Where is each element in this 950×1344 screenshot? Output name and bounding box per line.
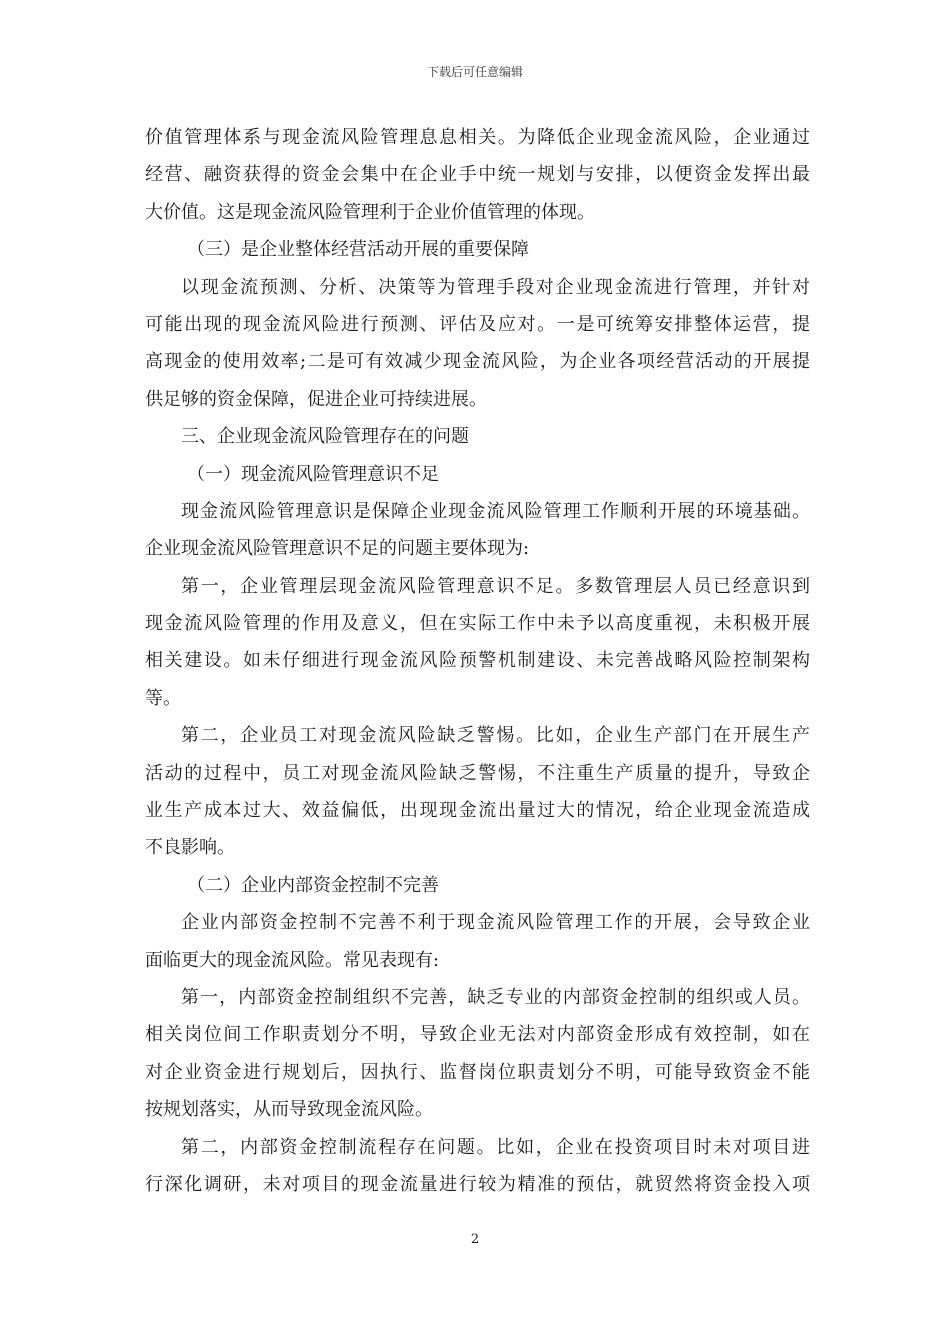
body-text-line: （二）企业内部资金控制不完善 — [187, 874, 439, 896]
body-text-line: 第二，企业员工对现金流风险缺乏警惕。比如，企业生产部门在开展生产 — [181, 725, 810, 747]
body-text-line: 第一，内部资金控制组织不完善，缺乏专业的内部资金控制的组织或人员。 — [181, 986, 810, 1008]
body-text-line: 活动的过程中，员工对现金流风险缺乏警惕，不注重生产质量的提升，导致企 — [145, 762, 810, 784]
body-text-line: （三）是企业整体经营活动开展的重要保障 — [187, 239, 529, 261]
document-body — [145, 119, 810, 1203]
body-text-line: 高现金的使用效率;二是可有效减少现金流风险，为企业各项经营活动的开展提 — [145, 351, 810, 373]
body-text-line: 行深化调研，未对项目的现金流量进行较为精准的预估，就贸然将资金投入项 — [145, 1173, 810, 1195]
body-text-line: 业生产成本过大、效益偏低，出现现金流出量过大的情况，给企业现金流造成 — [145, 800, 810, 822]
body-text-line: 现金流风险管理的作用及意义，但在实际工作中未予以高度重视，未积极开展 — [145, 613, 810, 635]
body-text-line: 供足够的资金保障，促进企业可持续进展。 — [145, 388, 487, 410]
body-text-line: 等。 — [145, 687, 181, 709]
page-header: 下载后可任意编辑 — [426, 65, 523, 79]
body-text-line: 企业现金流风险管理意识不足的问题主要体现为: — [145, 538, 530, 560]
page-number: 2 — [470, 1232, 480, 1247]
body-text-line: 面临更大的现金流风险。常见表现有: — [145, 949, 440, 971]
body-text-line: 以现金流预测、分析、决策等为管理手段对企业现金流进行管理，并针对 — [181, 276, 810, 298]
body-text-line: 按规划落实，从而导致现金流风险。 — [145, 1099, 433, 1121]
body-text-line: 价值管理体系与现金流风险管理息息相关。为降低企业现金流风险，企业通过 — [145, 127, 810, 148]
body-text-line: 不良影响。 — [145, 837, 235, 859]
body-text-line: 现金流风险管理意识是保障企业现金流风险管理工作顺利开展的环境基础。 — [181, 500, 810, 522]
body-text-line: 企业内部资金控制不完善不利于现金流风险管理工作的开展，会导致企业 — [181, 912, 810, 934]
body-text-line: 三、企业现金流风险管理存在的问题 — [181, 426, 469, 448]
body-text-line: 第一，企业管理层现金流风险管理意识不足。多数管理层人员已经意识到 — [181, 575, 810, 597]
body-text-line: 经营、融资获得的资金会集中在企业手中统一规划与安排，以便资金发挥出最 — [145, 164, 810, 186]
body-text-line: 可能出现的现金流风险进行预测、评估及应对。一是可统筹安排整体运营，提 — [145, 313, 810, 335]
body-text-line: 相关岗位间工作职责划分不明，导致企业无法对内部资金形成有效控制，如在 — [145, 1024, 810, 1046]
body-text-line: 大价值。这是现金流风险管理利于企业价值管理的体现。 — [145, 201, 595, 223]
body-text-line: 相关建设。如未仔细进行现金流风险预警机制建设、未完善战略风险控制架构 — [145, 650, 810, 672]
body-text-line: （一）现金流风险管理意识不足 — [187, 463, 439, 485]
body-text-line: 第二，内部资金控制流程存在问题。比如，企业在投资项目时未对项目进 — [181, 1136, 810, 1158]
body-text-line: 对企业资金进行规划后，因执行、监督岗位职责划分不明，可能导致资金不能 — [145, 1061, 810, 1083]
